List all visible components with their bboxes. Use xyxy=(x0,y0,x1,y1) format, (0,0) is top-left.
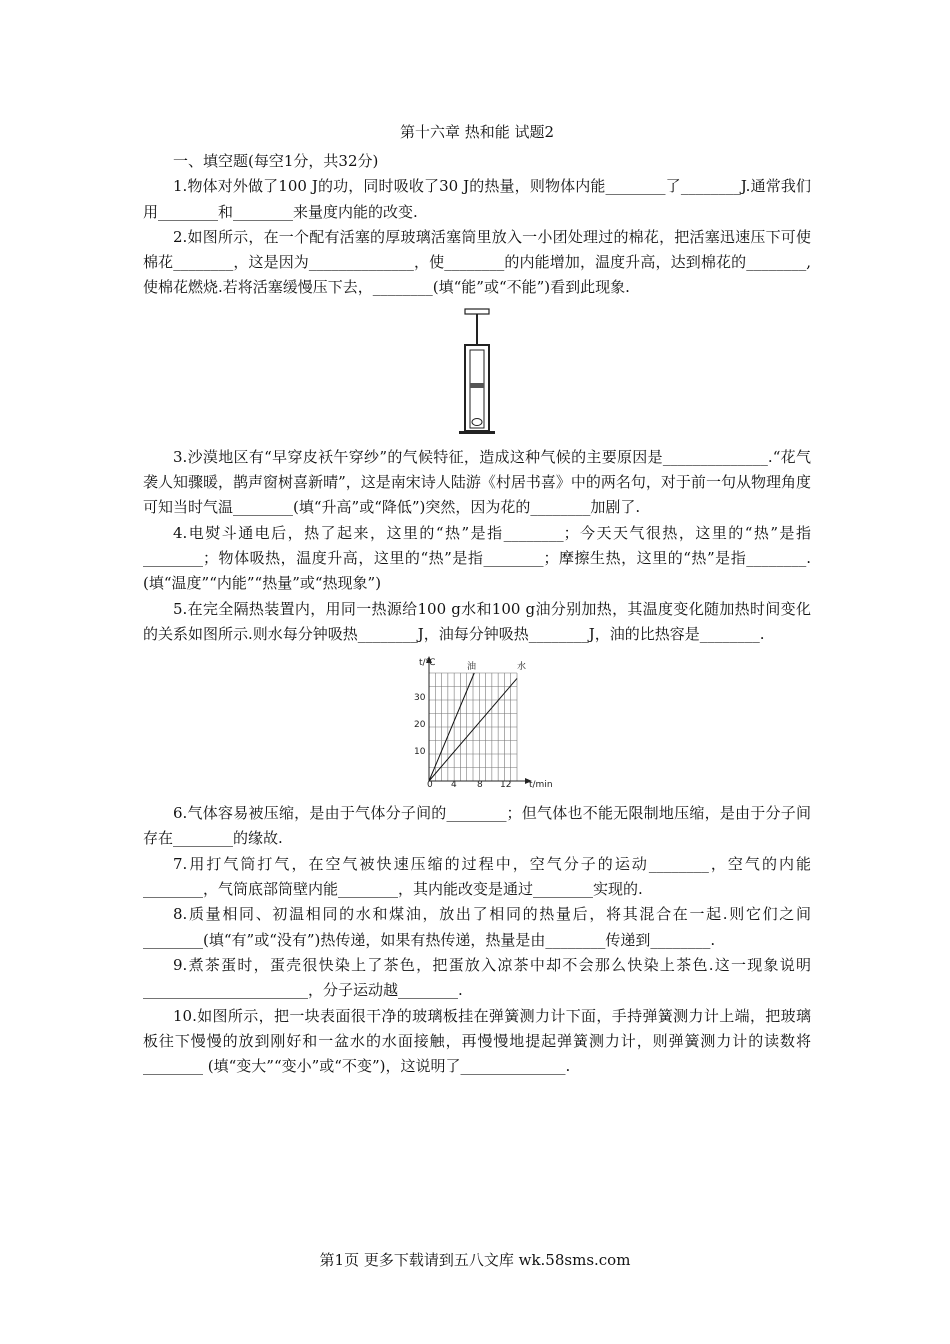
cylinder-base xyxy=(459,431,495,434)
x-tick-12: 12 xyxy=(500,780,512,791)
legend-water: 水 xyxy=(517,662,527,673)
x-tick-4: 4 xyxy=(451,780,457,791)
x-tick-0: 0 xyxy=(427,780,433,791)
question-10: 10.如图所示，把一块表面很干净的玻璃板挂在弹簧测力计下面，手持弹簧测力计上端，把玻璃板往下慢慢的放到刚好和一盆水的水面接触，再慢慢地提起弹簧测力计，则弹簧测力计的读数将________ (填“变大”“变小”或“不变”)，这说明了______________. xyxy=(143,1006,811,1076)
question-9: 9.煮茶蛋时，蛋壳很快染上了茶色，把蛋放入凉茶中却不会那么快染上茶色.这一现象说明______________________，分子运动越________. xyxy=(143,955,811,1000)
y-axis-label: t/℃ xyxy=(419,658,436,669)
question-8: 8.质量相同、初温相同的水和煤油，放出了相同的热量后，将其混合在一起.则它们之间________(填“有”或“没有”)热传递，如果有热传递，热量是由________传递到________. xyxy=(143,905,811,949)
piston-cylinder-figure xyxy=(457,307,497,437)
page-title: 第十六章 热和能 试题2 xyxy=(399,123,555,141)
question-1: 1.物体对外做了100 J的功，同时吸收了30 J的热量，则物体内能________了________J.通常我们用________和________来量度内能的改变. xyxy=(143,177,811,221)
y-tick-20: 20 xyxy=(414,720,426,731)
question-2: 2.如图所示，在一个配有活塞的厚玻璃活塞筒里放入一小团处理过的棉花，把活塞迅速压下可使棉花________，这是因为______________，使________的内能增加，温度升高，达到棉花的________,使棉花燃烧.若将活塞缓慢压下去，________(填“能”或“不能”)看到此现象. xyxy=(143,227,811,297)
cotton-ball xyxy=(472,418,482,425)
y-tick-30: 30 xyxy=(414,693,426,704)
temperature-time-chart xyxy=(397,653,557,793)
legend-oil: 油 xyxy=(467,662,477,673)
question-7: 7.用打气筒打气，在空气被快速压缩的过程中，空气分子的运动________，空气的内能________，气筒底部筒壁内能________，其内能改变是通过________实现的. xyxy=(143,854,811,899)
question-4: 4.电熨斗通电后，热了起来，这里的“热”是指________；今天天气很热，这里的“热”是指________；物体吸热，温度升高，这里的“热”是指________；摩擦生热，这里的“热”是指________.(填“温度”“内能”“热量”或“热现象”) xyxy=(143,523,811,593)
piston-handle xyxy=(465,309,489,314)
question-3: 3.沙漠地区有“早穿皮袄午穿纱”的气候特征，造成这种气候的主要原因是______________.“花气袭人知骤暖，鹊声窗树喜新晴”，这是南宋诗人陆游《村居书喜》中的两名句，对于前一句从物理角度可知当时气温________(填“升高”或“降低”)突然，因为花的________加剧了. xyxy=(143,447,811,517)
chart-grid xyxy=(429,673,517,781)
section-heading: 一、填空题(每空1分，共32分) xyxy=(173,152,379,170)
piston-head xyxy=(470,383,484,388)
page-footer: 第1页 更多下载请到五八文库 wk.58sms.com xyxy=(319,1251,631,1269)
x-tick-8: 8 xyxy=(477,780,483,791)
x-axis-label: t/min xyxy=(529,780,553,791)
question-5: 5.在完全隔热装置内，用同一热源给100 g水和100 g油分别加热，其温度变化随加热时间变化的关系如图所示.则水每分钟吸热________J，油每分钟吸热________J，油的比热容是________. xyxy=(143,599,811,643)
document-page xyxy=(143,120,811,1079)
cylinder-inner xyxy=(470,350,484,428)
question-6: 6.气体容易被压缩，是由于气体分子间的________；但气体也不能无限制地压缩，是由于分子间存在________的缘故. xyxy=(143,804,811,848)
y-tick-10: 10 xyxy=(414,747,426,758)
